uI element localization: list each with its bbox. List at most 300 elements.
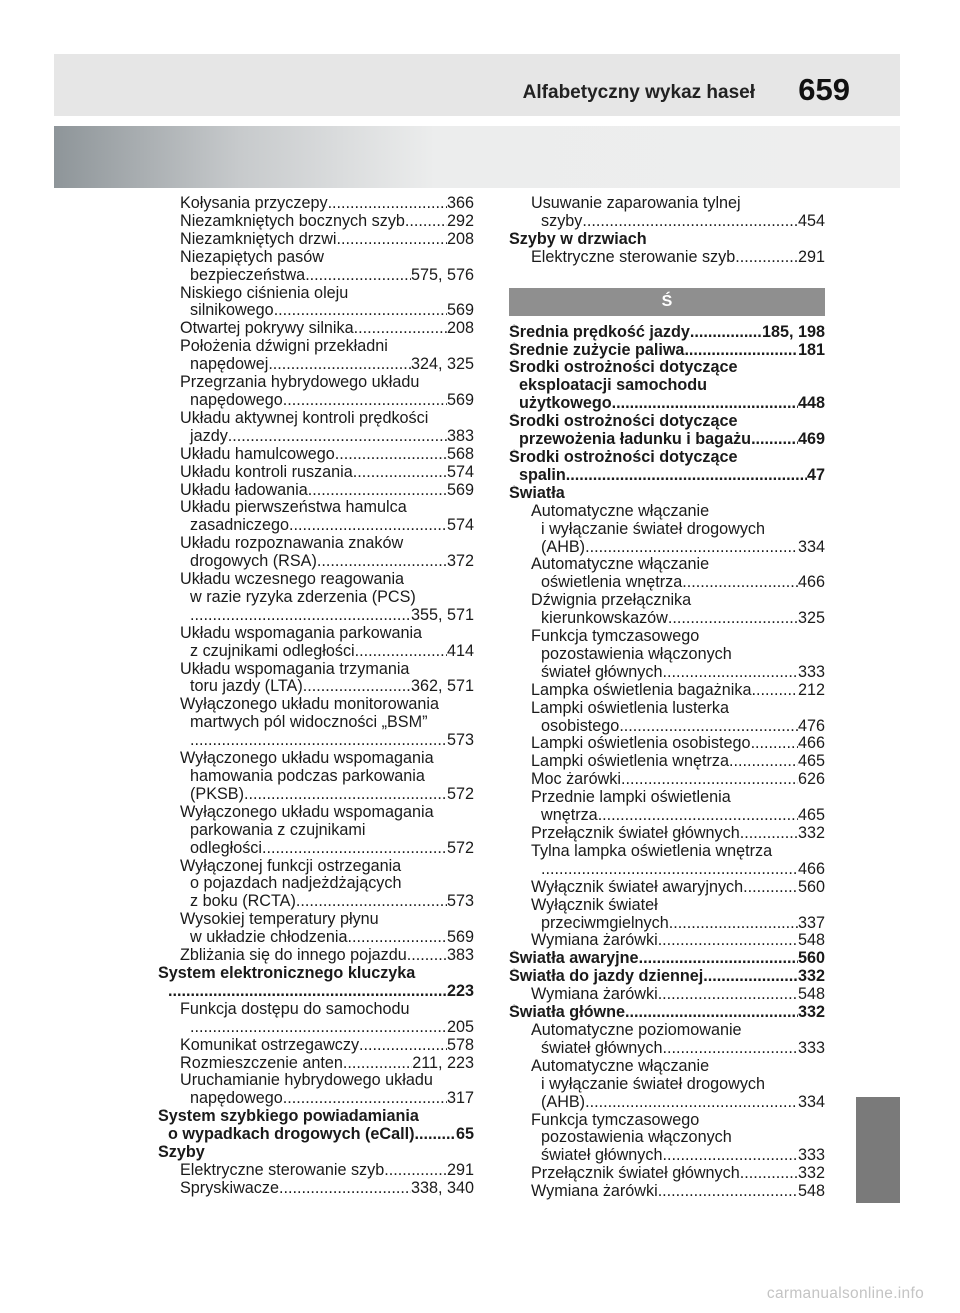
entry-page-ref: 332 [797, 825, 825, 842]
entry-page-ref: 181 [797, 341, 825, 359]
leader-dots [751, 682, 798, 700]
entry-page-ref: 362, 571 [410, 677, 474, 696]
entry-text: Środki ostrożności dotyczące [509, 359, 738, 377]
entry-page-ref: 325 [797, 609, 825, 628]
entry-text: toru jazdy (LTA) [190, 677, 303, 696]
entry-page-ref: 185, 198 [761, 323, 825, 341]
entry-text: Wyłączonej funkcji ostrzegania [180, 857, 402, 875]
leader-dots [283, 392, 447, 410]
leader-dots [343, 1055, 412, 1073]
entry-page-ref: 465 [797, 806, 825, 825]
entry-text: w razie ryzyka zderzenia (PCS) [190, 587, 416, 606]
index-entry [158, 249, 474, 285]
entry-text: Rozmieszczenie anten [180, 1054, 343, 1072]
entry-page-ref: 568 [446, 445, 474, 463]
entry-text: Elektryczne sterowanie szyb [180, 1161, 385, 1179]
index-entry [158, 464, 474, 482]
index-entry [509, 789, 825, 825]
entry-text: Zbliżania się do innego pojazdu [180, 947, 407, 965]
leader-dots [262, 840, 447, 858]
leader-dots [639, 950, 798, 968]
entry-page-ref: 65 [455, 1125, 474, 1144]
leader-dots [740, 825, 798, 843]
entry-text: parkowania z czujnikami [190, 820, 366, 839]
header-title: Alfabetyczny wykaz haseł [522, 82, 755, 103]
entry-page-ref: 223 [446, 981, 474, 1000]
entry-text: Wyłącznik świateł [531, 896, 658, 914]
entry-text: Układu wspomagania parkowania [180, 624, 423, 642]
entry-page-ref: 212 [797, 681, 825, 699]
index-entry [509, 843, 825, 879]
entry-page-ref: 569 [446, 301, 474, 320]
entry-text: Wymiana żarówki [531, 986, 658, 1004]
index-group-szyby [509, 195, 825, 267]
entry-text: Układu aktywnej kontroli prędkości [180, 409, 429, 427]
index-entry [158, 1072, 474, 1108]
entry-text: Spryskiwacze [180, 1179, 279, 1197]
entry-text: użytkowego [519, 394, 612, 413]
entry-text: Światła do jazdy dziennej [509, 968, 704, 986]
leader-dots [190, 1019, 447, 1037]
index-entry [509, 195, 825, 231]
page-header [54, 54, 900, 116]
entry-text: Lampki oświetlenia lusterka [531, 699, 729, 717]
entry-page-ref: 578 [446, 1036, 474, 1054]
entry-page-ref: 560 [797, 950, 825, 968]
index-entry [158, 625, 474, 661]
leader-dots [359, 1037, 447, 1055]
leader-dots [190, 732, 447, 750]
entry-text: Wymiana żarówki [531, 1183, 658, 1201]
leader-dots [585, 1094, 798, 1112]
entry-page-ref: 291 [797, 248, 825, 266]
entry-page-ref: 383 [446, 947, 474, 965]
entry-text: Niezamkniętych drzwi [180, 230, 337, 248]
entry-text: Lampki oświetlenia osobistego [531, 735, 751, 753]
entry-text: Wymiana żarówki [531, 932, 658, 950]
entry-text: i wyłączanie świateł drogowych [541, 519, 766, 538]
index-entry [158, 858, 474, 912]
entry-text: Otwartej pokrywy silnika [180, 320, 354, 338]
entry-text: z czujnikami odległości [190, 641, 355, 660]
index-entry [158, 1180, 474, 1198]
index-entry [509, 771, 825, 789]
entry-text: odległości [190, 838, 262, 857]
entry-text: Przednie lampki oświetlenia [531, 789, 731, 807]
entry-text: Funkcja tymczasowego [531, 1111, 700, 1129]
entry-page-ref: 575, 576 [410, 265, 474, 284]
index-entry [509, 503, 825, 557]
entry-text: Układu pierwszeństwa hamulca [180, 499, 407, 517]
entry-page-ref: 332 [797, 1004, 825, 1022]
entry-text: Dźwignia przełącznika [531, 592, 692, 610]
entry-text: Komunikat ostrzegawczy [180, 1036, 360, 1054]
index-entry [509, 359, 825, 413]
entry-text: oświetlenia wnętrza [541, 573, 683, 592]
leader-dots [405, 213, 447, 231]
entry-text: Niezamkniętych bocznych szyb [180, 212, 405, 230]
entry-page-ref: 573 [446, 731, 474, 750]
index-entry [158, 696, 474, 750]
leader-dots [690, 324, 762, 342]
entry-text: szyby [541, 211, 583, 230]
entry-page-ref: 466 [797, 859, 825, 878]
index-entry [158, 947, 474, 965]
leader-dots [703, 968, 798, 986]
leader-dots [740, 1165, 798, 1183]
entry-page-ref: 469 [797, 430, 825, 449]
index-entry [509, 231, 825, 249]
entry-text: (AHB) [541, 1092, 586, 1111]
leader-dots [662, 664, 798, 682]
entry-page-ref: 332 [797, 1165, 825, 1183]
entry-page-ref: 548 [797, 932, 825, 950]
leader-dots [384, 1162, 447, 1180]
entry-text: jazdy [190, 426, 228, 445]
index-entry [509, 932, 825, 950]
leader-dots [244, 786, 447, 804]
entry-text: Niezapiętych pasów [180, 248, 324, 266]
index-entry [158, 320, 474, 338]
leader-dots [598, 807, 798, 825]
leader-dots [751, 431, 798, 449]
leader-dots [621, 771, 798, 789]
entry-text: eksploatacji samochodu [519, 376, 708, 395]
entry-text: Układu wspomagania trzymania [180, 660, 410, 678]
leader-dots [658, 932, 798, 950]
leader-dots [308, 482, 447, 500]
entry-text: o wypadkach drogowych (eCall) [168, 1125, 415, 1144]
entry-text: Wyłączonego układu wspomagania [180, 803, 434, 821]
index-entry [509, 342, 825, 360]
entry-page-ref: 366 [446, 195, 474, 212]
leader-dots [279, 1180, 411, 1198]
entry-text: świateł głównych [541, 1146, 663, 1165]
entry-page-ref: 333 [797, 1146, 825, 1165]
entry-page-ref: 334 [797, 537, 825, 556]
leader-dots [582, 213, 798, 231]
leader-dots [585, 539, 798, 557]
leader-dots [303, 678, 411, 696]
leader-dots [168, 983, 447, 1001]
index-entry [158, 911, 474, 947]
index-entry [158, 1162, 474, 1180]
entry-page-ref: 574 [446, 463, 474, 481]
watermark: carmanualsonline.info [766, 1285, 924, 1302]
index-entry [509, 700, 825, 736]
entry-text: spalin [519, 465, 566, 484]
leader-dots [317, 553, 447, 571]
leader-dots [668, 610, 798, 628]
index-entry [158, 661, 474, 697]
entry-text: przeciwmgielnych [541, 913, 669, 932]
leader-dots [274, 302, 447, 320]
entry-page-ref: 372 [446, 552, 474, 571]
index-entry [509, 556, 825, 592]
index-entry [158, 285, 474, 321]
index-entry [509, 825, 825, 843]
entry-page-ref: 572 [446, 838, 474, 857]
entry-text: Wysokiej temperatury płynu [180, 911, 379, 929]
index-entry [158, 965, 474, 1001]
entry-text: drogowych (RSA) [190, 552, 317, 571]
index-entry [509, 592, 825, 628]
index-entry [158, 1037, 474, 1055]
thumb-index-tab [856, 1097, 900, 1203]
entry-page-ref: 334 [797, 1092, 825, 1111]
entry-text: w układzie chłodzenia [190, 928, 348, 947]
entry-text: Niskiego ciśnienia oleju [180, 284, 349, 302]
entry-page-ref: 317 [446, 1089, 474, 1108]
leader-dots [541, 861, 798, 879]
leader-dots [612, 395, 798, 413]
leader-dots [353, 464, 447, 482]
entry-page-ref: 208 [446, 320, 474, 338]
entry-text: o pojazdach nadjeżdżających [190, 874, 402, 893]
leader-dots [566, 467, 807, 485]
entry-page-ref: 465 [797, 753, 825, 771]
index-group-s-acute [509, 324, 825, 1201]
entry-text: Przegrzania hybrydowego układu [180, 374, 420, 392]
leader-dots [743, 879, 798, 897]
leader-dots [268, 356, 411, 374]
entry-page-ref: 355, 571 [410, 605, 474, 624]
entry-text: pozostawienia włączonych [541, 1128, 732, 1147]
index-entry [158, 1055, 474, 1073]
entry-text: Automatyczne włączanie [531, 502, 710, 520]
leader-dots [289, 517, 447, 535]
entry-page-ref: 205 [446, 1017, 474, 1036]
leader-dots [619, 718, 798, 736]
index-column-left [158, 195, 474, 1198]
entry-text: osobistego [541, 716, 620, 735]
entry-page-ref: 466 [797, 573, 825, 592]
index-entry [158, 374, 474, 410]
entry-page-ref: 573 [446, 892, 474, 911]
leader-dots [335, 446, 447, 464]
index-entry [509, 682, 825, 700]
entry-text: Szyby w drzwiach [509, 230, 647, 248]
entry-page-ref: 324, 325 [410, 355, 474, 374]
entry-text: Przełącznik świateł głównych [531, 825, 740, 842]
entry-text: świateł głównych [541, 662, 663, 681]
index-entry [158, 231, 474, 249]
entry-text: Wyłączonego układu monitorowania [180, 696, 439, 714]
leader-dots [684, 342, 798, 360]
entry-text: Układu wczesnego reagowania [180, 571, 405, 589]
entry-text: Średnia prędkość jazdy [509, 323, 690, 341]
entry-text: Kołysania przyczepy [180, 195, 328, 212]
entry-text: napędowego [190, 390, 283, 409]
index-entry [509, 1165, 825, 1183]
index-entry [509, 324, 825, 342]
entry-page-ref: 211, 223 [412, 1054, 474, 1072]
entry-text: Środki ostrożności dotyczące [509, 448, 738, 466]
entry-text: martwych pól widoczności „BSM” [190, 713, 428, 732]
leader-dots [658, 986, 798, 1004]
entry-text: Układu rozpoznawania znaków [180, 535, 404, 553]
entry-text: Szyby [158, 1144, 205, 1162]
entry-text: silnikowego [190, 301, 274, 320]
leader-dots [662, 1147, 798, 1165]
entry-text: Funkcja tymczasowego [531, 628, 700, 646]
leader-dots [354, 320, 447, 338]
entry-text: Średnie zużycie paliwa [509, 341, 685, 359]
entry-text: bezpieczeństwa [190, 265, 306, 284]
index-entry [509, 950, 825, 968]
entry-page-ref: 569 [446, 481, 474, 499]
index-entry [509, 1183, 825, 1201]
index-entry [509, 449, 825, 485]
section-header-s-acute: Ś [509, 288, 825, 316]
entry-page-ref: 476 [797, 716, 825, 735]
entry-text: Środki ostrożności dotyczące [509, 413, 738, 431]
entry-page-ref: 626 [797, 771, 825, 789]
entry-text: Układu kontroli ruszania [180, 463, 353, 481]
leader-dots [662, 1040, 798, 1058]
entry-text: Tylna lampka oświetlenia wnętrza [531, 842, 773, 860]
leader-dots [355, 643, 447, 661]
index-entry [158, 410, 474, 446]
page-number: 659 [798, 72, 850, 107]
entry-page-ref: 292 [446, 212, 474, 230]
entry-text: napędowej [190, 355, 269, 374]
leader-dots [296, 893, 447, 911]
leader-dots [283, 1090, 447, 1108]
index-entry [509, 735, 825, 753]
entry-page-ref: 454 [797, 211, 825, 230]
leader-dots [735, 249, 798, 267]
index-entry [158, 213, 474, 231]
index-entry [509, 1022, 825, 1058]
entry-text: Światła główne [509, 1004, 626, 1022]
index-entry [509, 485, 825, 503]
index-column-right [509, 195, 825, 1201]
entry-text: Światła awaryjne [509, 950, 639, 968]
index-entry [509, 628, 825, 682]
entry-text: (AHB) [541, 537, 586, 556]
entry-text: kierunkowskazów [541, 609, 668, 628]
index-entry [158, 535, 474, 571]
leader-dots [337, 231, 447, 249]
entry-text: Usuwanie zaparowania tylnej [531, 195, 741, 212]
entry-page-ref: 333 [797, 662, 825, 681]
entry-text: Uruchamianie hybrydowego układu [180, 1072, 433, 1090]
entry-page-ref: 332 [797, 968, 825, 986]
entry-page-ref: 548 [797, 1183, 825, 1201]
entry-text: świateł głównych [541, 1038, 663, 1057]
index-entry [158, 1108, 474, 1144]
entry-text: napędowego [190, 1089, 283, 1108]
entry-page-ref: 466 [797, 735, 825, 753]
entry-text: Moc żarówki [531, 771, 621, 789]
entry-text: hamowania podczas parkowania [190, 767, 425, 785]
entry-text: Elektryczne sterowanie szyb [531, 248, 736, 266]
entry-text: System elektronicznego kluczyka [158, 964, 416, 982]
entry-text: zasadniczego [190, 516, 289, 535]
index-entry [158, 571, 474, 625]
entry-text: Automatyczne włączanie [531, 556, 710, 574]
index-entry [158, 446, 474, 464]
entry-page-ref: 291 [446, 1161, 474, 1179]
entry-text: (PKSB) [190, 784, 244, 803]
entry-page-ref: 47 [806, 465, 825, 484]
entry-page-ref: 338, 340 [410, 1179, 474, 1197]
entry-text: Lampki oświetlenia wnętrza [531, 753, 729, 771]
entry-text: pozostawienia włączonych [541, 644, 732, 663]
entry-text: wnętrza [541, 806, 598, 825]
leader-dots [228, 428, 447, 446]
entry-text: Układu ładowania [180, 481, 308, 499]
index-entry [509, 753, 825, 771]
leader-dots [407, 947, 447, 965]
entry-page-ref: 414 [446, 641, 474, 660]
index-entry [158, 750, 474, 804]
entry-text: System szybkiego powiadamiania [158, 1108, 419, 1126]
leader-dots [751, 735, 798, 753]
leader-dots [682, 574, 798, 592]
entry-page-ref: 208 [446, 230, 474, 248]
entry-text: Automatyczne poziomowanie [531, 1021, 742, 1039]
leader-dots [328, 195, 447, 213]
entry-text: Lampka oświetlenia bagażnika [531, 681, 752, 699]
leader-dots [729, 753, 798, 771]
entry-text: Światła [509, 484, 565, 502]
entry-page-ref: 333 [797, 1038, 825, 1057]
entry-text: Wyłącznik świateł awaryjnych [531, 878, 744, 896]
index-entry [158, 804, 474, 858]
entry-text: Automatyczne włączanie [531, 1057, 710, 1075]
entry-text: Przełącznik świateł głównych [531, 1165, 740, 1183]
leader-dots [669, 915, 798, 933]
entry-page-ref: 572 [446, 784, 474, 803]
index-entry [509, 1112, 825, 1166]
index-entry [509, 1004, 825, 1022]
index-entry [509, 1058, 825, 1112]
leader-dots [305, 267, 411, 285]
index-entry [509, 413, 825, 449]
leader-dots [347, 929, 447, 947]
entry-text: i wyłączanie świateł drogowych [541, 1074, 766, 1093]
entry-page-ref: 574 [446, 516, 474, 535]
entry-text: Wyłączonego układu wspomagania [180, 750, 434, 768]
entry-text: Funkcja dostępu do samochodu [180, 1000, 410, 1018]
header-gradient-band [54, 126, 900, 188]
entry-page-ref: 548 [797, 986, 825, 1004]
leader-dots [658, 1183, 798, 1201]
index-entry [509, 897, 825, 933]
entry-page-ref: 337 [797, 913, 825, 932]
index-entry [509, 968, 825, 986]
index-entry [158, 195, 474, 213]
leader-dots [625, 1004, 798, 1022]
leader-dots [190, 607, 411, 625]
entry-page-ref: 560 [797, 878, 825, 896]
index-entry [158, 1144, 474, 1162]
entry-text: przewożenia ładunku i bagażu [519, 430, 752, 449]
entry-page-ref: 569 [446, 928, 474, 947]
entry-page-ref: 448 [797, 394, 825, 413]
index-entry [509, 879, 825, 897]
leader-dots [414, 1126, 456, 1144]
index-entry [158, 1001, 474, 1037]
index-entry [509, 249, 825, 267]
index-entry [509, 986, 825, 1004]
entry-text: Układu hamulcowego [180, 445, 335, 463]
entry-page-ref: 383 [446, 426, 474, 445]
entry-text: z boku (RCTA) [190, 892, 296, 911]
index-entry [158, 482, 474, 500]
